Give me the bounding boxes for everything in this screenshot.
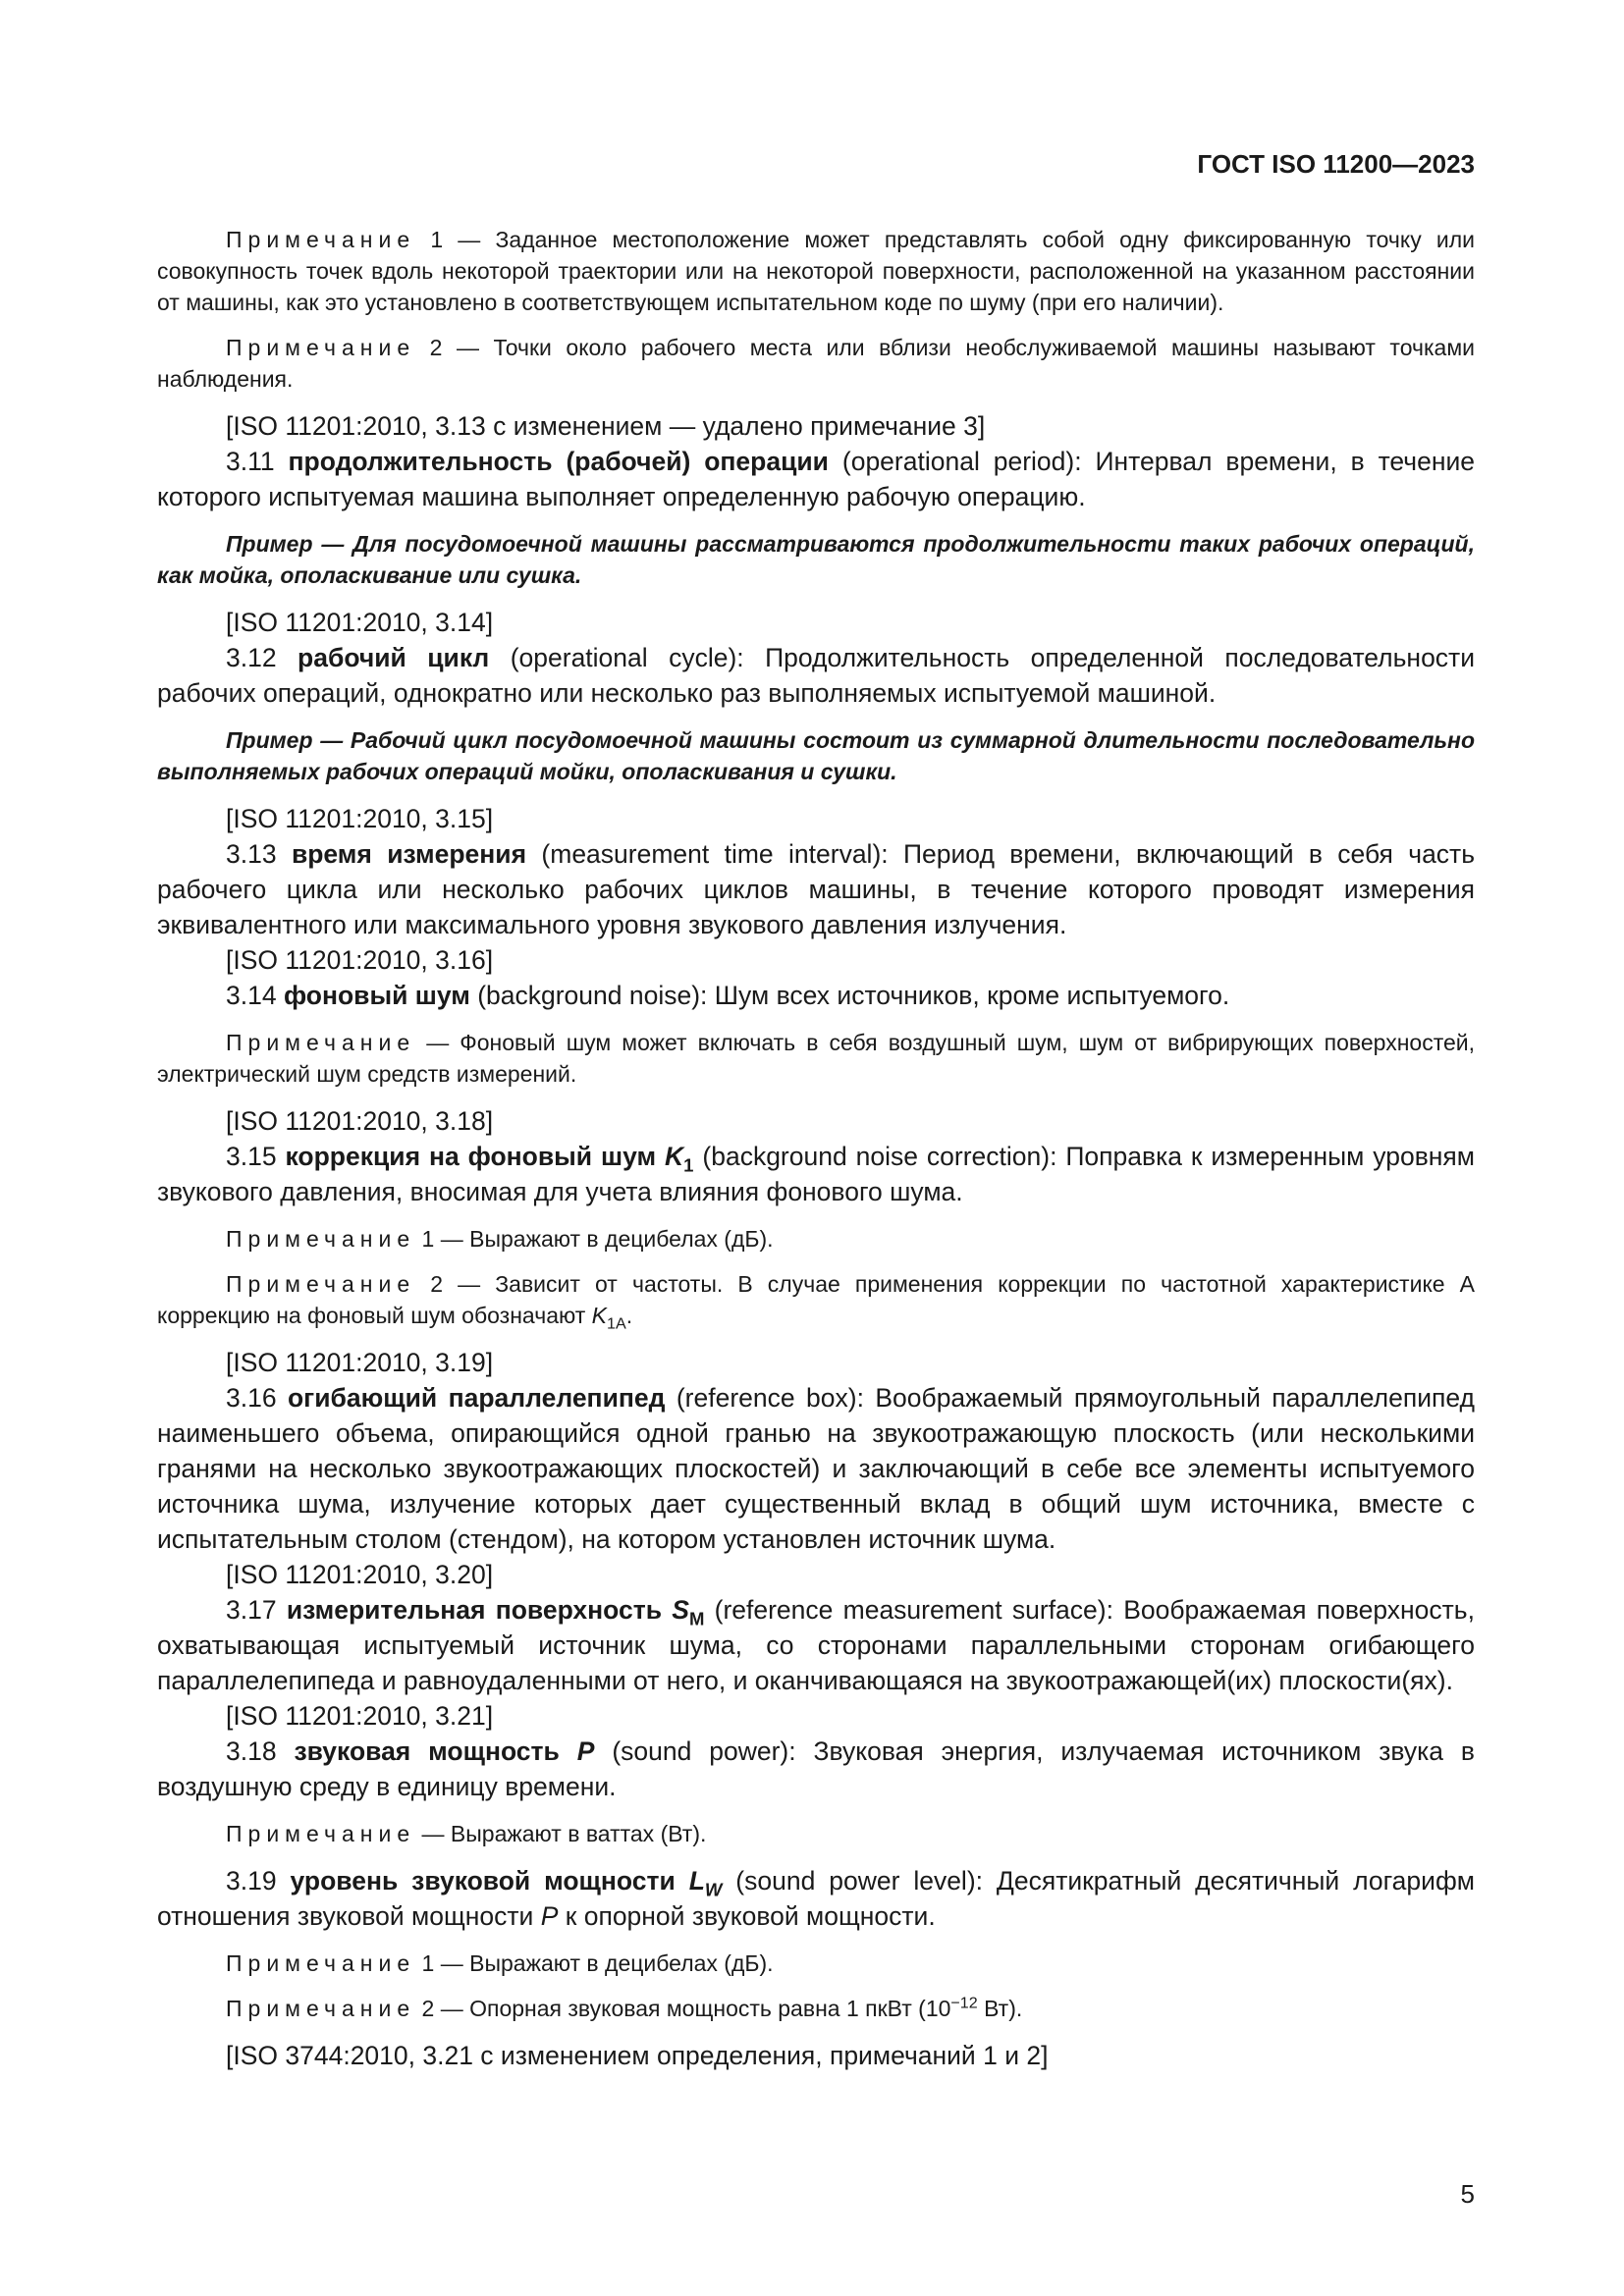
note-text: — Заданное местоположение может представлять собой одну фиксированную точку или совокупность точек вдоль некоторой траектории или на некоторой поверхности, расположенной на указанном расстоянии от машины, как это установлено в соответствующем испытательном коде по шуму (при его наличии).	[157, 227, 1475, 315]
term-definition: (sound power level): Десятикратный десятичный логарифм отношения звуковой мощности	[157, 1866, 1475, 1931]
note-label: Примечание	[226, 1821, 416, 1846]
note-symbol: K	[591, 1303, 608, 1328]
term-name: уровень звуковой мощности	[290, 1866, 676, 1896]
term-3-12	[157, 640, 1475, 711]
reference-3-18: [ISO 11201:2010, 3.18]	[226, 1106, 494, 1136]
definition-symbol: P	[540, 1901, 559, 1931]
term-number: 3.19	[226, 1866, 277, 1896]
term-symbol: L	[688, 1866, 705, 1896]
reference-3-14: [ISO 11201:2010, 3.14]	[226, 608, 494, 637]
note-1-3-10	[157, 224, 1475, 318]
term-name: время измерения	[291, 839, 527, 869]
reference-3-20: [ISO 11201:2010, 3.20]	[226, 1560, 494, 1589]
term-3-16	[157, 1380, 1475, 1557]
note-label: Примечание	[226, 1030, 416, 1055]
note-text-end: .	[625, 1303, 633, 1328]
term-symbol-subscript: 1	[683, 1154, 694, 1176]
term-3-18	[157, 1734, 1475, 1804]
term-symbol: K	[665, 1142, 684, 1171]
reference-3744: [ISO 3744:2010, 3.21 с изменением определения, примечаний 1 и 2]	[226, 2041, 1049, 2070]
document-header: ГОСТ ISO 11200—2023	[1197, 149, 1475, 179]
note-text: — Выражают в ваттах (Вт).	[415, 1821, 707, 1846]
note-3-18	[157, 1818, 1475, 1849]
note-label: Примечание	[226, 1996, 416, 2021]
term-3-13	[157, 836, 1475, 942]
note-text: — Зависит от частоты. В случае применения коррекции по частотной характеристике A коррекцию на фоновый шум обозначают	[157, 1271, 1476, 1328]
term-definition: (sound power): Звуковая энергия, излучаемая источником звука в воздушную среду в единицу времени.	[157, 1736, 1475, 1801]
note-number: 1	[421, 1226, 435, 1252]
term-symbol-subscript: W	[704, 1879, 723, 1900]
term-3-11	[157, 444, 1475, 514]
term-number: 3.18	[226, 1736, 277, 1766]
term-definition: (operational cycle): Продолжительность определенной последовательности рабочих операций, однократно или несколько раз выполняемых испытуемой машиной.	[157, 643, 1475, 708]
note-number: 2	[429, 335, 443, 360]
note-number: 2	[421, 1996, 435, 2021]
term-number: 3.17	[226, 1595, 277, 1625]
note-1-3-19	[157, 1948, 1475, 1979]
term-3-14	[157, 978, 1475, 1013]
term-name: звуковая мощность	[294, 1736, 560, 1766]
term-definition: (background noise): Шум всех источников, кроме испытуемого.	[469, 981, 1230, 1010]
note-text: — Выражают в децибелах (дБ).	[434, 1226, 774, 1252]
note-label: Примечание	[226, 1271, 416, 1297]
note-1-3-15	[157, 1223, 1475, 1255]
term-symbol: S	[672, 1595, 689, 1625]
note-text: — Опорная звуковая мощность равна 1 пкВт (10	[434, 1996, 951, 2021]
note-number: 1	[421, 1950, 435, 1976]
note-text-end: Вт).	[977, 1996, 1023, 2021]
term-number: 3.13	[226, 839, 277, 869]
note-label: Примечание	[226, 227, 416, 252]
note-text: — Выражают в децибелах (дБ).	[434, 1950, 774, 1976]
term-symbol: P	[576, 1736, 595, 1766]
term-symbol-subscript: M	[688, 1608, 705, 1629]
note-label: Примечание	[226, 1226, 416, 1252]
reference-3-13: [ISO 11201:2010, 3.13 с изменением — удалено примечание 3]	[226, 411, 986, 441]
note-3-14	[157, 1027, 1475, 1090]
page-content	[157, 224, 1475, 2073]
note-number: 2	[430, 1271, 444, 1297]
reference-3-16: [ISO 11201:2010, 3.16]	[226, 945, 494, 975]
term-definition: (operational period): Интервал времени, в течение которого испытуемая машина выполняет определенную рабочую операцию.	[157, 447, 1476, 511]
reference-3-21: [ISO 11201:2010, 3.21]	[226, 1701, 494, 1731]
term-3-15	[157, 1139, 1475, 1209]
term-definition: (measurement time interval): Период времени, включающий в себя часть рабочего цикла или несколько рабочих циклов машины, в течение которого проводят измерения эквивалентного или максимального уровня звукового давления излучения.	[157, 839, 1475, 939]
note-text: — Точки около рабочего места или вблизи необслуживаемой машины называют точками наблюдения.	[157, 335, 1475, 392]
term-definition: (reference measurement surface): Воображаемая поверхность, охватывающая испытуемый источник шума, со сторонами параллельными сторонам огибающего параллелепипеда и равноудаленными от него, и оканчивающаяся на звукоотражающей(их) плоскости(ях).	[157, 1595, 1475, 1695]
term-name: продолжительность (рабочей) операции	[288, 447, 829, 476]
term-3-17	[157, 1592, 1475, 1698]
term-definition: (reference box): Воображаемый прямоугольный параллелепипед наименьшего объема, опирающийся одной гранью на звукоотражающую плоскость (или несколькими гранями на несколько звукоотражающих плоскостей) и заключающий в себе все элементы испытуемого источника шума, излучение которых дает существенный вклад в общий шум источника, вместе с испытательным столом (стендом), на котором установлен источник шума.	[157, 1383, 1475, 1554]
note-number: 1	[430, 227, 444, 252]
term-name: фоновый шум	[283, 981, 470, 1010]
term-definition-end: к опорной звуковой мощности.	[558, 1901, 936, 1931]
note-text: — Фоновый шум может включать в себя воздушный шум, шум от вибрирующих поверхностей, электрический шум средств измерений.	[157, 1030, 1475, 1087]
term-name: огибающий параллелепипед	[288, 1383, 666, 1413]
term-3-19	[157, 1863, 1475, 1934]
note-label: Примечание	[226, 1950, 416, 1976]
term-definition: (background noise correction): Поправка к измеренным уровням звукового давления, вносимая для учета влияния фонового шума.	[157, 1142, 1475, 1206]
term-number: 3.15	[226, 1142, 277, 1171]
term-number: 3.11	[226, 447, 275, 476]
term-number: 3.16	[226, 1383, 277, 1413]
term-name: измерительная поверхность	[286, 1595, 663, 1625]
example-3-12: Пример — Рабочий цикл посудомоечной машины состоит из суммарной длительности последовательно выполняемых рабочих операций мойки, ополаскивания и сушки.	[157, 727, 1475, 784]
note-2-3-10	[157, 332, 1475, 395]
note-2-3-15	[157, 1268, 1475, 1331]
term-name: коррекция на фоновый шум	[285, 1142, 657, 1171]
note-superscript: −12	[950, 1994, 978, 2012]
term-number: 3.12	[226, 643, 277, 672]
note-2-3-19	[157, 1993, 1475, 2024]
reference-3-19: [ISO 11201:2010, 3.19]	[226, 1348, 494, 1377]
example-3-11: Пример — Для посудомоечной машины рассматриваются продолжительности таких рабочих операций, как мойка, ополаскивание или сушка.	[157, 531, 1475, 588]
term-number: 3.14	[226, 981, 277, 1010]
reference-3-15: [ISO 11201:2010, 3.15]	[226, 804, 494, 833]
note-symbol-subscript: 1A	[607, 1314, 626, 1333]
note-label: Примечание	[226, 335, 416, 360]
term-name: рабочий цикл	[298, 643, 490, 672]
page-number: 5	[1460, 2179, 1475, 2209]
